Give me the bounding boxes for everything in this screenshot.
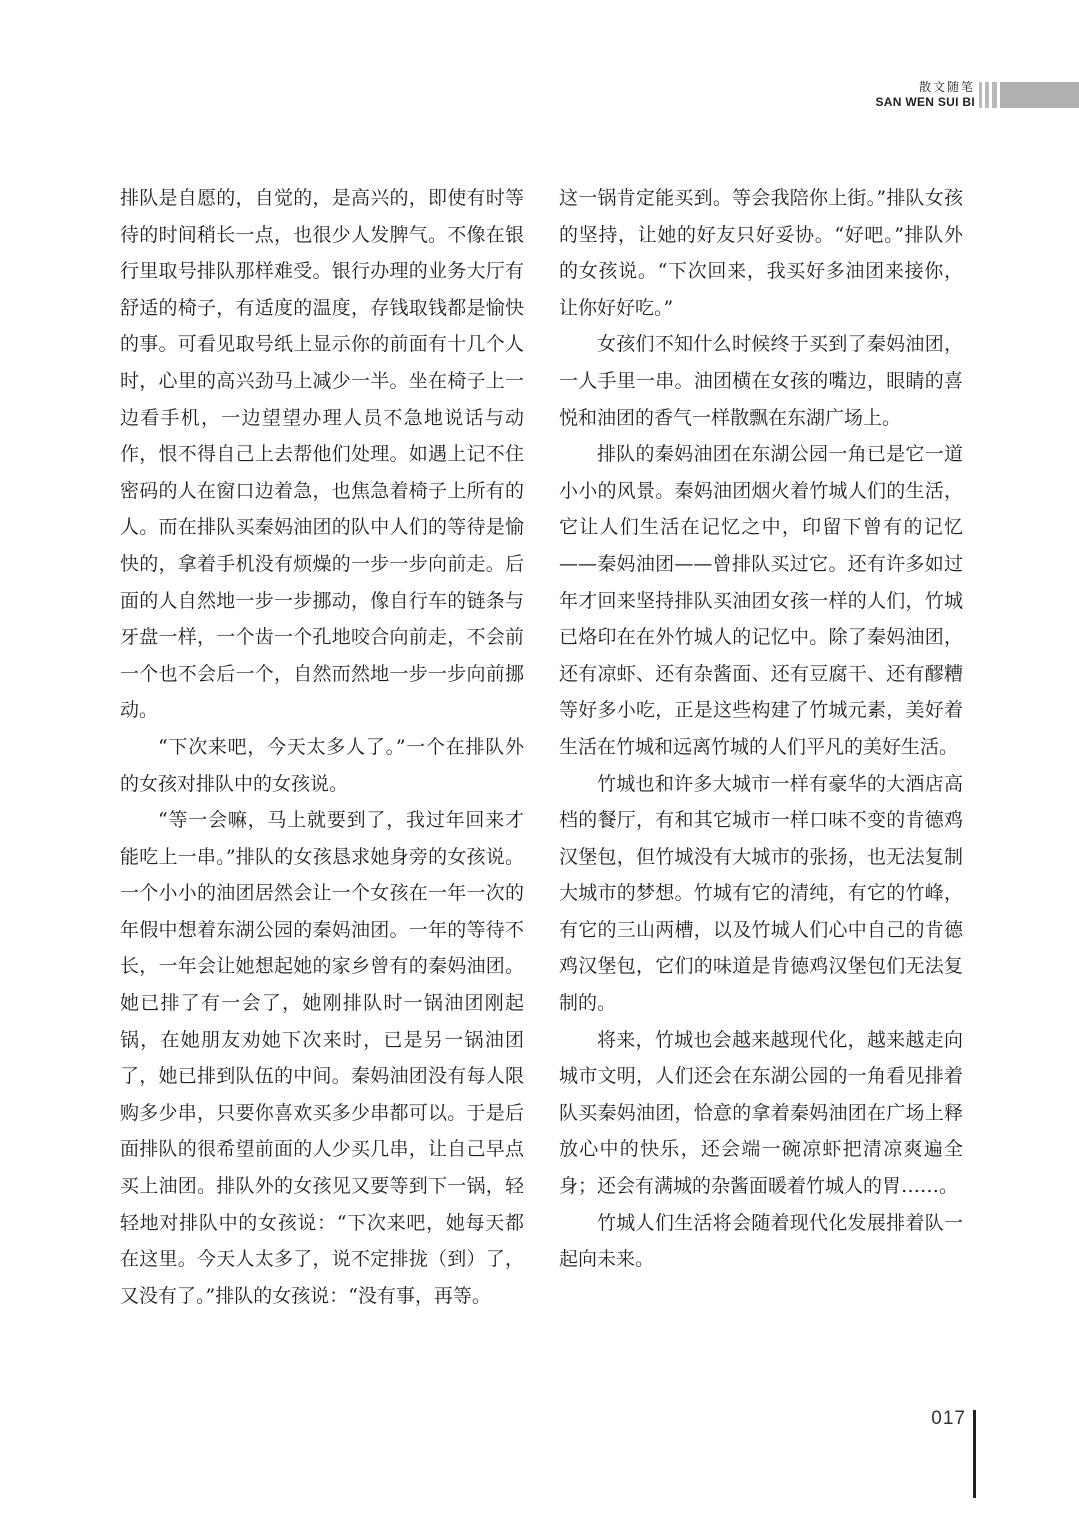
paragraph: 女孩们不知什么时候终于买到了秦妈油团，一人手里一串。油团横在女孩的嘴边，眼睛的喜悦和油团的香气一样散飘在东湖广场上。 <box>559 333 963 429</box>
section-title-en: SAN WEN SUI BI <box>875 95 975 109</box>
page-number-rule <box>973 1410 976 1498</box>
paragraph: 排队的秦妈油团在东湖公园一角已是它一道小小的风景。秦妈油团烟火着竹城人们的生活，它让人们生活在记忆之中，印留下曾有的记忆——秦妈油团——曾排队买过它。还有许多如过年才回来坚持排队买油团女孩一样的人们，竹城已烙印在在外竹城人的记忆中。除了秦妈油团，还有凉虾、还有杂酱面、还有豆腐干、还有醪糟等好多小吃，正是这些构建了竹城元素，美好着生活在竹城和远离竹城的人们平凡的美好生活。 <box>559 443 963 758</box>
paragraph: “等一会嘛，马上就要到了，我过年回来才能吃上一串。”排队的女孩恳求她身旁的女孩说。一个小小的油团居然会让一个女孩在一年一次的年假中想着东湖公园的秦妈油团。一年的等待不长，一年会让她想起她的家乡曾有的秦妈油团。她已排了有一会了，她刚排队时一锅油团刚起锅，在她朋友劝她下次来时，已是另一锅油团了，她已排到队伍的中间。秦妈油团没有每人限购多少串，只要你喜欢买多少串都可以。于是后面排队的很希望前面的人少买几串，让自己早点买上油团。排队外的女孩见又要等到下一锅，轻轻地对排队中的女孩说：“下次来吧，她每天都在这里。今天人太多了，说不定排拢（到）了，又没有了。”排队的女孩说：“没有事，再等。 <box>120 809 524 1307</box>
header-decoration-bars <box>979 82 1079 108</box>
right-text-column <box>559 180 963 1278</box>
paragraph: 竹城人们生活将会随着现代化发展排着队一起向未来。 <box>559 1211 963 1271</box>
paragraph: 排队是自愿的，自觉的，是高兴的，即使有时等待的时间稍长一点，也很少人发脾气。不像在银行里取号排队那样难受。银行办理的业务大厅有舒适的椅子，有适度的温度，存钱取钱都是愉快的事。可看见取号纸上显示你的前面有十几个人时，心里的高兴劲马上减少一半。坐在椅子上一边看手机，一边望望办理人员不急地说话与动作，恨不得自己上去帮他们处理。如遇上记不住密码的人在窗口边着急，也焦急着椅子上所有的人。而在排队买秦妈油团的队中人们的等待是愉快的，拿着手机没有烦燥的一步一步向前走。后面的人自然地一步一步挪动，像自行车的链条与牙盘一样，一个齿一个孔地咬合向前走，不会前一个也不会后一个，自然而然地一步一步向前挪动。 <box>120 187 524 722</box>
running-header <box>760 80 1079 110</box>
paragraph: 将来，竹城也会越来越现代化，越来越走向城市文明，人们还会在东湖公园的一角看见排着队买秦妈油团，恰意的拿着秦妈油团在广场上释放心中的快乐，还会端一碗凉虾把清凉爽遍全身；还会有满城的杂酱面暖着竹城人的胃……。 <box>559 1028 963 1198</box>
left-text-column <box>120 180 524 1314</box>
page-number: 017 <box>931 1408 966 1429</box>
paragraph: 竹城也和许多大城市一样有豪华的大酒店高档的餐厅，有和其它城市一样口味不变的肯德鸡汉堡包，但竹城没有大城市的张扬，也无法复制大城市的梦想。竹城有它的清纯，有它的竹峰，有它的三山两槽，以及竹城人们心中自己的肯德鸡汉堡包，它们的味道是肯德鸡汉堡包们无法复制的。 <box>559 772 963 1015</box>
section-title-cn: 散文随笔 <box>918 80 975 94</box>
section-title <box>875 80 975 110</box>
paragraph: “下次来吧，今天太多人了。”一个在排队外的女孩对排队中的女孩说。 <box>120 735 524 795</box>
paragraph: 这一锅肯定能买到。等会我陪你上街。”排队女孩的坚持，让她的好友只好妥协。“好吧。”排队外的女孩说。“下次回来，我买好多油团来接你，让你好好吃。” <box>559 187 963 319</box>
